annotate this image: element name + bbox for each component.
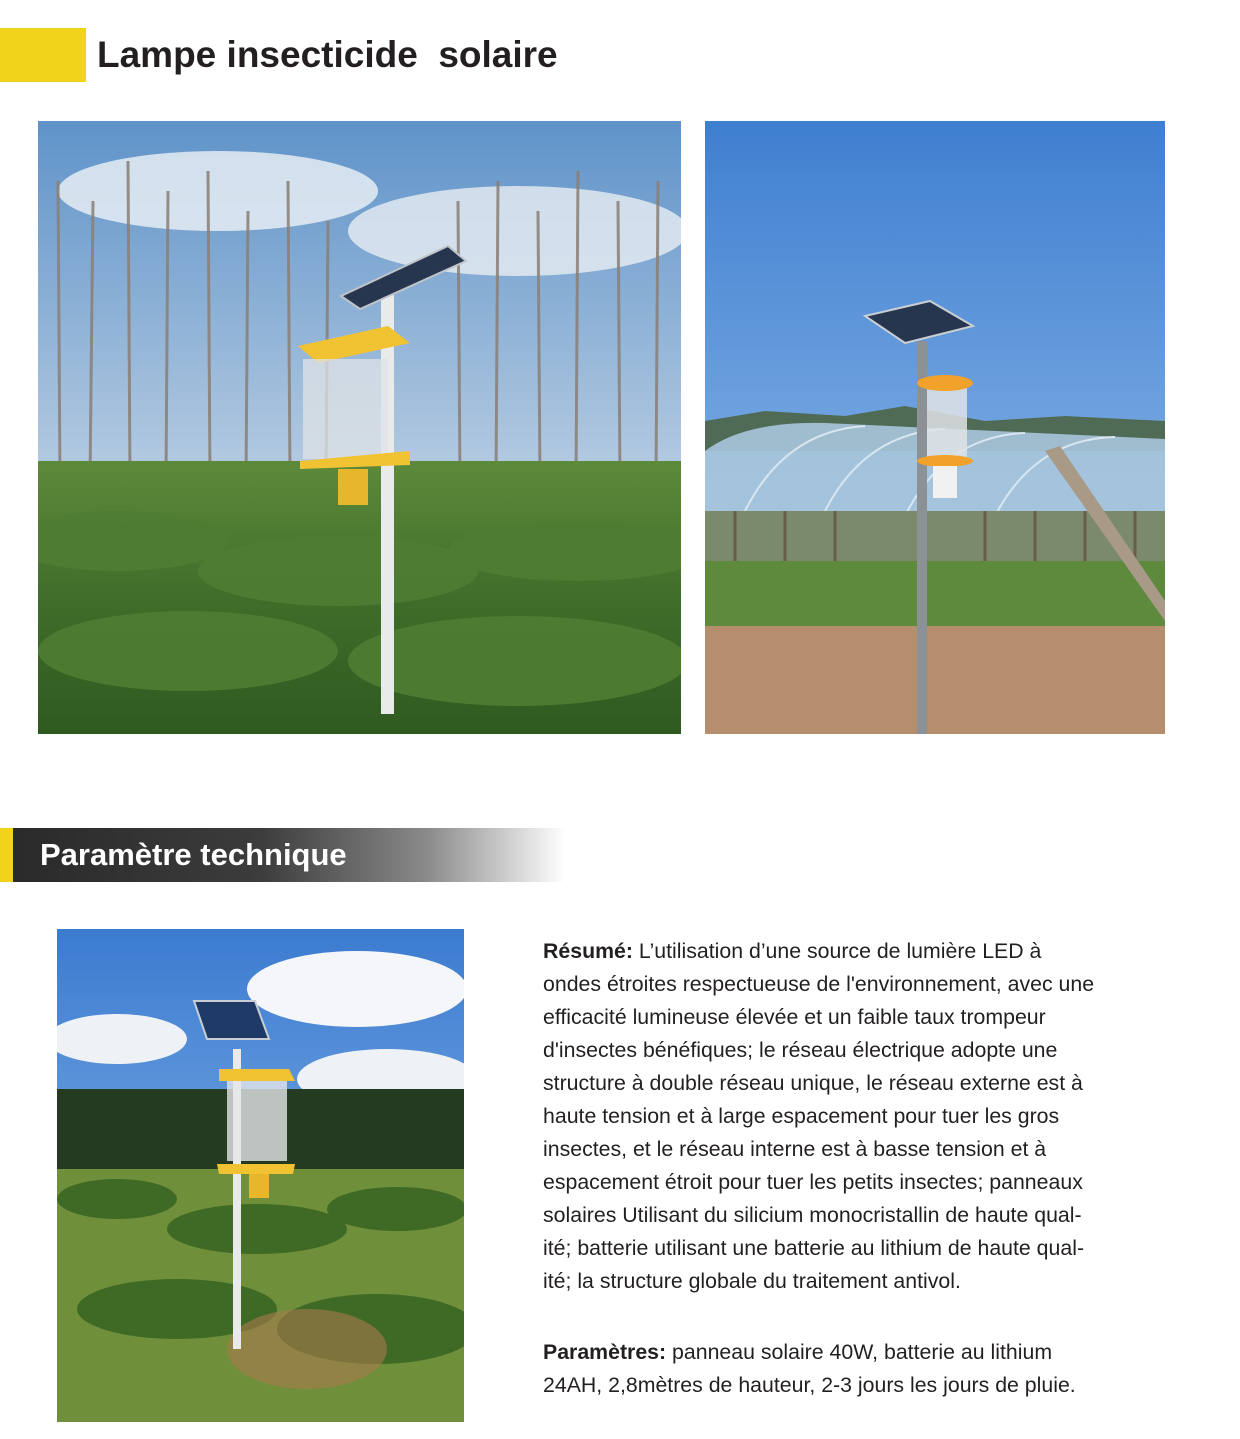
parametres-label: Paramètres: bbox=[543, 1340, 667, 1364]
parametres-line: panneau solaire 40W, batterie au lithium bbox=[666, 1340, 1053, 1364]
resume-line: structure à double réseau unique, le réseau externe est à bbox=[543, 1071, 1083, 1095]
resume-line: efficacité lumineuse élevée et un faible taux trompeur bbox=[543, 1005, 1046, 1029]
photo-greenhouse-lamp bbox=[705, 121, 1165, 734]
resume-line: haute tension et à large espacement pour tuer les gros bbox=[543, 1104, 1060, 1128]
resume-line: ondes étroites respectueuse de l'environnement, avec une bbox=[543, 972, 1095, 996]
section-accent-block bbox=[0, 828, 13, 882]
resume-line: L’utilisation d’une source de lumière LED à bbox=[632, 939, 1042, 963]
resume-label: Résumé: bbox=[543, 939, 633, 963]
parametres-paragraph bbox=[543, 1336, 1203, 1402]
resume-line: insectes, et le réseau interne est à basse tension et à bbox=[543, 1137, 1047, 1161]
section-title: Paramètre technique bbox=[40, 837, 347, 872]
title-accent-block bbox=[0, 28, 86, 82]
parametres-line: 24AH, 2,8mètres de hauteur, 2-3 jours les jours de pluie. bbox=[543, 1373, 1076, 1397]
photo-tea-field-lamp bbox=[38, 121, 681, 734]
resume-line: espacement étroit pour tuer les petits insectes; panneaux bbox=[543, 1170, 1083, 1194]
page-title: Lampe insecticide solaire bbox=[97, 34, 558, 75]
resume-paragraph bbox=[543, 935, 1203, 1298]
resume-line: d'insectes bénéfiques; le réseau électrique adopte une bbox=[543, 1038, 1058, 1062]
resume-line: ité; batterie utilisant une batterie au lithium de haute qual- bbox=[543, 1236, 1085, 1260]
resume-line: solaires Utilisant du silicium monocristallin de haute qual- bbox=[543, 1203, 1082, 1227]
photo-orchard-lamp bbox=[57, 929, 464, 1422]
resume-line: ité; la structure globale du traitement antivol. bbox=[543, 1269, 961, 1293]
